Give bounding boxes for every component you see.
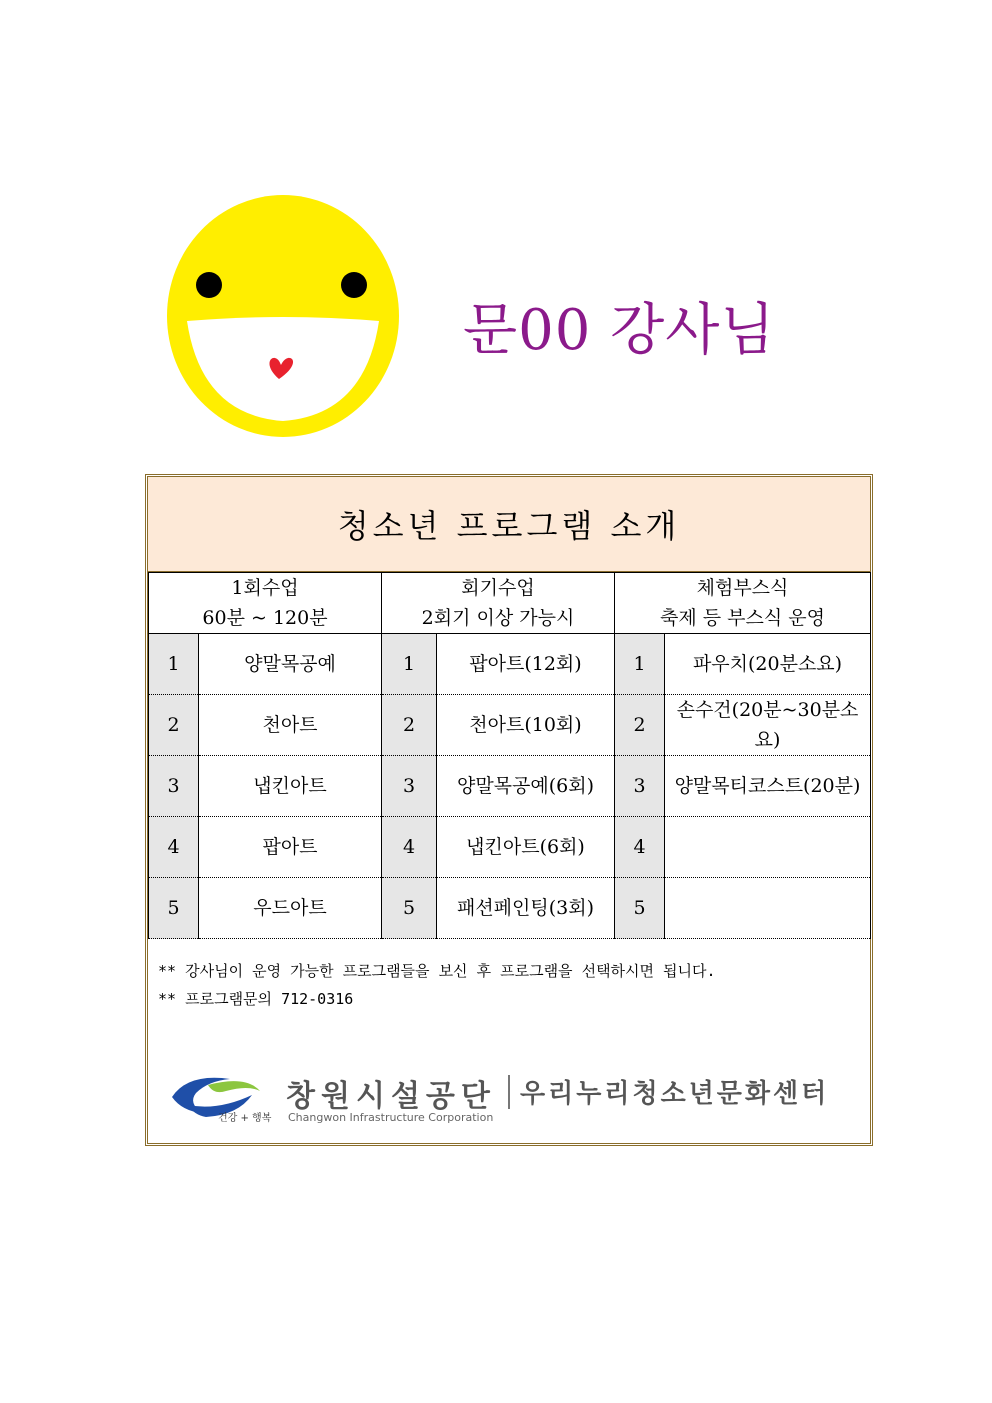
notes [158, 957, 716, 1013]
table-row [149, 817, 871, 878]
program-cell: 양말목티코스트(20분) [665, 756, 871, 817]
program-cell [665, 817, 871, 878]
table-row [149, 756, 871, 817]
separator [508, 1075, 510, 1109]
row-number: 2 [615, 695, 665, 756]
program-cell: 냅킨아트(6회) [437, 817, 615, 878]
column-header-session [382, 573, 615, 634]
row-number: 4 [149, 817, 199, 878]
row-number: 1 [615, 634, 665, 695]
program-cell [665, 878, 871, 939]
program-cell: 천아트 [199, 695, 382, 756]
program-cell: 패션페인팅(3회) [437, 878, 615, 939]
row-number: 5 [615, 878, 665, 939]
row-number: 1 [149, 634, 199, 695]
program-cell: 냅킨아트 [199, 756, 382, 817]
column-header-line: 축제 등 부스식 운영 [660, 607, 825, 629]
center-name: 우리누리청소년문화센터 [520, 1079, 830, 1109]
row-number: 2 [149, 695, 199, 756]
column-header-line: 1회수업 [231, 577, 299, 599]
org-name: 창원시설공단 [286, 1079, 496, 1114]
column-header-line: 체험부스식 [696, 577, 789, 599]
program-frame [145, 474, 873, 1146]
row-number: 2 [382, 695, 437, 756]
corporation-logo-icon [168, 1071, 272, 1133]
column-header-line: 60분 ~ 120분 [202, 607, 328, 629]
table-row [149, 634, 871, 695]
column-header-line: 회기수업 [461, 577, 535, 599]
row-number: 1 [382, 634, 437, 695]
program-cell: 양말목공예(6회) [437, 756, 615, 817]
note-line: ** 강사님이 운영 가능한 프로그램들을 보신 후 프로그램을 선택하시면 됩니다. [158, 962, 716, 980]
program-cell: 천아트(10회) [437, 695, 615, 756]
row-number: 5 [149, 878, 199, 939]
program-cell: 우드아트 [199, 878, 382, 939]
table-row [149, 695, 871, 756]
program-title: 청소년 프로그램 소개 [148, 477, 870, 573]
program-cell: 양말목공예 [199, 634, 382, 695]
note-line: ** 프로그램문의 712-0316 [158, 990, 354, 1008]
program-table [148, 572, 871, 939]
row-number: 3 [149, 756, 199, 817]
footer-logo [168, 1067, 848, 1137]
smiley-face-icon [165, 193, 401, 439]
row-number: 3 [615, 756, 665, 817]
program-cell: 팝아트 [199, 817, 382, 878]
column-header-single [149, 573, 382, 634]
table-row [149, 878, 871, 939]
org-name-en: Changwon Infrastructure Corporation [288, 1111, 494, 1124]
program-cell: 손수건(20분~30분소요) [665, 695, 871, 756]
row-number: 4 [382, 817, 437, 878]
instructor-name: 문00 강사님 [463, 298, 776, 363]
column-header-booth [615, 573, 871, 634]
row-number: 4 [615, 817, 665, 878]
logo-text: 건강 + 행복 [218, 1113, 272, 1124]
program-cell: 팝아트(12회) [437, 634, 615, 695]
table-header-row [149, 573, 871, 634]
program-cell: 파우치(20분소요) [665, 634, 871, 695]
row-number: 5 [382, 878, 437, 939]
column-header-line: 2회기 이상 가능시 [421, 607, 575, 629]
row-number: 3 [382, 756, 437, 817]
